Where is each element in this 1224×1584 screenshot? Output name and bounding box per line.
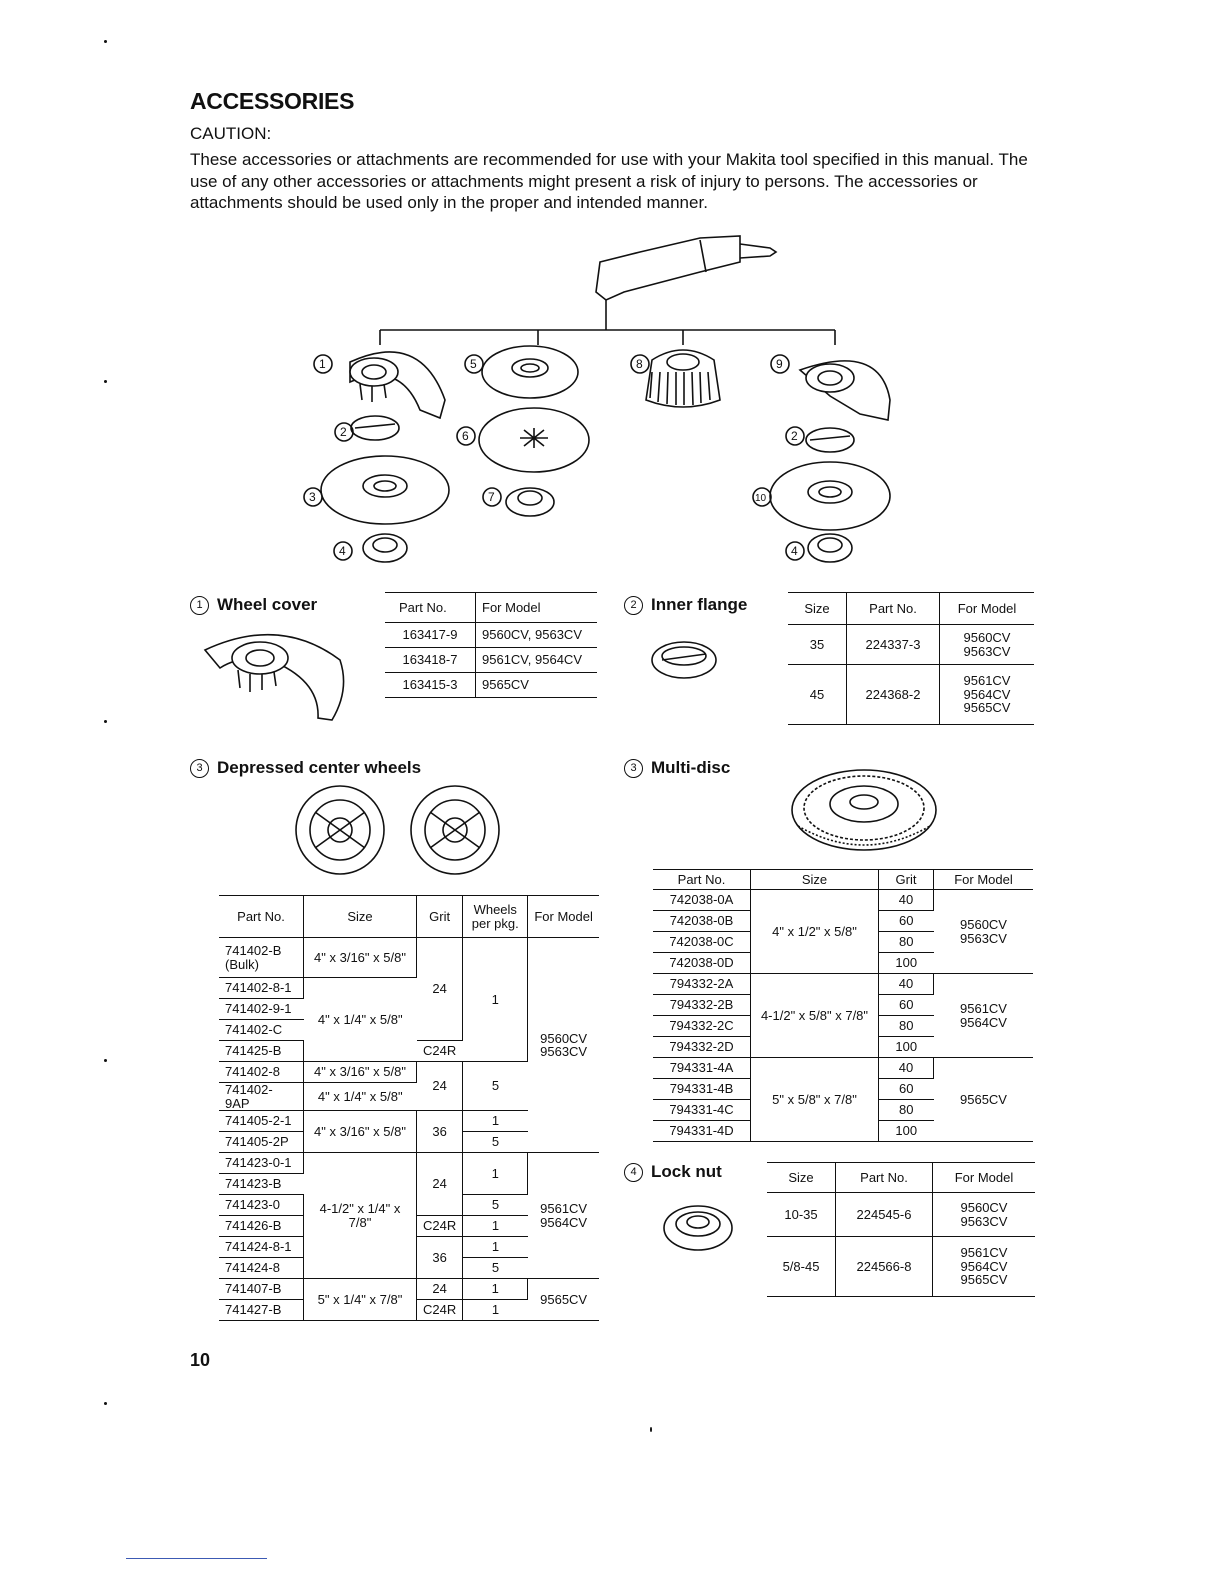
- callout-2b: 2: [791, 429, 798, 443]
- cell: 5" x 5/8" x 7/8": [751, 1058, 879, 1142]
- cell: 80: [879, 932, 934, 953]
- cell: 9561CV 9564CV 9565CV: [940, 665, 1035, 725]
- col-for-model: For Model: [934, 870, 1034, 890]
- cell: 24: [417, 1279, 463, 1300]
- col-part-no: Part No.: [653, 870, 751, 890]
- cell: 45: [788, 665, 847, 725]
- col-part-no: Part No.: [219, 896, 304, 938]
- table-row: [385, 623, 597, 648]
- cell: 9561CV 9564CV 9565CV: [933, 1237, 1036, 1297]
- cell: 5: [463, 1258, 528, 1279]
- cell: 741405-2-1: [219, 1111, 304, 1132]
- cell: 741405-2P: [219, 1132, 304, 1153]
- cell: 4" x 3/16" x 5/8": [304, 938, 417, 978]
- cell: 224368-2: [847, 665, 940, 725]
- col-size: Size: [767, 1163, 836, 1193]
- cell: 1: [463, 1153, 528, 1195]
- cell: 224566-8: [836, 1237, 933, 1297]
- depressed-wheel-icon: [296, 786, 384, 874]
- table-row: [788, 625, 1034, 665]
- cell: 742038-0C: [653, 932, 751, 953]
- cell: 1: [463, 1279, 528, 1300]
- cell: 4" x 1/4" x 5/8": [304, 978, 417, 1062]
- cell: 741402-B (Bulk): [219, 938, 304, 978]
- cell: 741402-8: [219, 1062, 304, 1083]
- col-part-no: Part No.: [385, 593, 476, 623]
- cell: 1: [463, 1216, 528, 1237]
- inner-flange-right-icon: [806, 428, 854, 452]
- grinder-illustration: [596, 236, 776, 320]
- cell: 163417-9: [385, 623, 476, 648]
- table-row: [385, 673, 597, 698]
- table-row: [385, 648, 597, 673]
- table-row: [653, 1058, 1033, 1079]
- section-title: Inner flange: [651, 595, 748, 614]
- callout-6: 6: [462, 429, 469, 443]
- cell: 163418-7: [385, 648, 476, 673]
- cell: 794332-2A: [653, 974, 751, 995]
- cell: 35: [788, 625, 847, 665]
- cell: 9561CV, 9564CV: [476, 648, 598, 673]
- cell: 742038-0D: [653, 953, 751, 974]
- callout-4b: 4: [791, 544, 798, 558]
- cell: 741426-B: [219, 1216, 304, 1237]
- section-title: Lock nut: [651, 1162, 722, 1181]
- margin-dot: [104, 380, 107, 383]
- multi-disc-heading: [624, 758, 730, 778]
- cell: 741407-B: [219, 1279, 304, 1300]
- inner-flange-table: [788, 592, 1034, 725]
- cell: 60: [879, 911, 934, 932]
- cell: 741402-C: [219, 1020, 304, 1041]
- cell: 40: [879, 890, 934, 911]
- cell: 741424-8-1: [219, 1237, 304, 1258]
- cell: 36: [417, 1237, 463, 1279]
- section-number: 2: [624, 596, 643, 615]
- lock-nut-heading: [624, 1162, 722, 1182]
- inner-flange-icon: [648, 636, 728, 686]
- cell: 4" x 3/16" x 5/8": [304, 1111, 417, 1153]
- cell: 5: [463, 1062, 528, 1111]
- cell: 100: [879, 1037, 934, 1058]
- callout-10: 10: [755, 493, 767, 504]
- table-row: [788, 665, 1034, 725]
- callout-7: 7: [488, 490, 495, 504]
- cell: 794331-4D: [653, 1121, 751, 1142]
- depressed-wheels-table: [219, 895, 599, 1321]
- cell: 9560CV 9563CV: [933, 1193, 1036, 1237]
- cell: 60: [879, 995, 934, 1016]
- col-grit: Grit: [417, 896, 463, 938]
- section-title: Wheel cover: [217, 595, 318, 614]
- callout-5: 5: [470, 357, 477, 371]
- wheel-cover-right-icon: [800, 361, 890, 420]
- cell: 741402-9-1: [219, 999, 304, 1020]
- cell: 741402-8-1: [219, 978, 304, 999]
- caution-label: CAUTION:: [190, 124, 272, 143]
- cell: 794332-2C: [653, 1016, 751, 1037]
- table-row: [767, 1237, 1035, 1297]
- cell: 9561CV 9564CV: [528, 1153, 599, 1279]
- lock-nut-icon: [660, 1200, 750, 1260]
- cell: 741423-0-1: [219, 1153, 304, 1174]
- cell: 9565CV: [476, 673, 598, 698]
- accessories-overview-diagram: [0, 0, 1224, 600]
- col-for-model: For Model: [933, 1163, 1036, 1193]
- cell: 9560CV 9563CV: [934, 890, 1034, 974]
- caution-text: These accessories or attachments are recommended for use with your Makita tool specified in this manual. The use of any other accessories or attachments might present a risk of injury to persons. The accessories or attachments should be used only in the proper and intended manner.: [190, 150, 1028, 212]
- wheel-cover-heading: [190, 595, 317, 615]
- cell: C24R: [417, 1041, 463, 1062]
- section-number: 3: [190, 759, 209, 778]
- connector-lines: [380, 320, 835, 345]
- wheel-cover-icon: [200, 620, 360, 720]
- cell: 741427-B: [219, 1300, 304, 1321]
- callout-9: 9: [776, 357, 783, 371]
- cell: 5" x 1/4" x 7/8": [304, 1279, 417, 1321]
- cell: 100: [879, 1121, 934, 1142]
- cell: 741423-0: [219, 1195, 304, 1216]
- footer-rule: [126, 1558, 267, 1559]
- cell: C24R: [417, 1300, 463, 1321]
- cell: 794331-4B: [653, 1079, 751, 1100]
- multi-disc-icon: [788, 764, 948, 864]
- pad-lock-nut-icon: [506, 488, 554, 516]
- cell: 24: [417, 1062, 463, 1111]
- section-number: 4: [624, 1163, 643, 1182]
- cell: 794332-2B: [653, 995, 751, 1016]
- table-row: [653, 974, 1033, 995]
- cell: 9565CV: [934, 1058, 1034, 1142]
- cell: 10-35: [767, 1193, 836, 1237]
- cell: 4" x 1/2" x 5/8": [751, 890, 879, 974]
- callout-8: 8: [636, 357, 643, 371]
- cell: 36: [417, 1111, 463, 1153]
- cell: 794332-2D: [653, 1037, 751, 1058]
- depressed-wheels-icons: [295, 782, 535, 882]
- cell: 5: [463, 1132, 528, 1153]
- cell: 5: [463, 1195, 528, 1216]
- cell: 24: [417, 1153, 463, 1216]
- page-title: ACCESSORIES: [190, 88, 355, 114]
- table-row: [219, 938, 599, 978]
- cell: 224545-6: [836, 1193, 933, 1237]
- margin-dot: [104, 720, 107, 723]
- col-size: Size: [304, 896, 417, 938]
- col-wheels-per-pkg: Wheels per pkg.: [463, 896, 528, 938]
- table-row: [219, 1279, 599, 1300]
- col-grit: Grit: [879, 870, 934, 890]
- sanding-disc-icon: [479, 408, 589, 472]
- cell: 40: [879, 974, 934, 995]
- cell: C24R: [417, 1216, 463, 1237]
- cell: 1: [463, 1300, 528, 1321]
- cell: 4" x 1/4" x 5/8": [304, 1083, 417, 1111]
- cell: 60: [879, 1079, 934, 1100]
- cell: 9561CV 9564CV: [934, 974, 1034, 1058]
- lock-nut-table: [767, 1162, 1035, 1297]
- wire-cup-brush-icon: [646, 350, 720, 407]
- cell: 794331-4A: [653, 1058, 751, 1079]
- section-title: Multi-disc: [651, 758, 731, 777]
- callout-1: 1: [319, 357, 326, 371]
- depressed-wheels-heading: [190, 758, 421, 778]
- depressed-wheel-left-icon: [321, 456, 449, 524]
- cell: 794331-4C: [653, 1100, 751, 1121]
- cell: 4" x 3/16" x 5/8": [304, 1062, 417, 1083]
- cell: 163415-3: [385, 673, 476, 698]
- cell: 80: [879, 1100, 934, 1121]
- cell: 9565CV: [528, 1279, 599, 1321]
- cell: 742038-0A: [653, 890, 751, 911]
- table-row: [767, 1193, 1035, 1237]
- col-for-model: For Model: [528, 896, 599, 938]
- cell: 741424-8: [219, 1258, 304, 1279]
- cell: 100: [879, 953, 934, 974]
- margin-dot: [650, 1427, 652, 1432]
- wheel-cover-left-icon: [350, 352, 445, 418]
- col-part-no: Part No.: [836, 1163, 933, 1193]
- col-size: Size: [788, 593, 847, 625]
- flap-disc-icon: [482, 346, 578, 398]
- cell: 9560CV, 9563CV: [476, 623, 598, 648]
- cell: 4-1/2" x 1/4" x 7/8": [304, 1153, 417, 1279]
- col-for-model: For Model: [476, 593, 598, 623]
- depressed-wheel-icon: [411, 786, 499, 874]
- inner-flange-heading: [624, 595, 747, 615]
- table-row: [653, 890, 1033, 911]
- section-number: 3: [624, 759, 643, 778]
- margin-dot: [104, 1059, 107, 1062]
- cell: 741402-9AP: [219, 1083, 304, 1111]
- col-size: Size: [751, 870, 879, 890]
- callout-3: 3: [309, 490, 316, 504]
- callout-4a: 4: [339, 544, 346, 558]
- cell: 1: [463, 1237, 528, 1258]
- wheel-cover-table: [385, 592, 597, 698]
- col-for-model: For Model: [940, 593, 1035, 625]
- cell: 40: [879, 1058, 934, 1079]
- cell: 1: [463, 938, 528, 1062]
- lock-nut-left-icon: [363, 534, 407, 562]
- cell: 9560CV 9563CV: [528, 938, 599, 1153]
- margin-dot: [104, 40, 107, 43]
- cell: 741425-B: [219, 1041, 304, 1062]
- page-number: 10: [190, 1350, 211, 1370]
- table-row: [219, 1153, 599, 1174]
- cell: 1: [463, 1111, 528, 1132]
- cell: 224337-3: [847, 625, 940, 665]
- depressed-wheel-right-icon: [770, 462, 890, 530]
- lock-nut-right-icon: [808, 534, 852, 562]
- cell: 741423-B: [219, 1174, 304, 1195]
- callout-2a: 2: [340, 425, 347, 439]
- cell: 9560CV 9563CV: [940, 625, 1035, 665]
- multi-disc-table: [653, 869, 1033, 1142]
- margin-dot: [104, 1402, 107, 1405]
- cell: 80: [879, 1016, 934, 1037]
- section-number: 1: [190, 596, 209, 615]
- cell: 24: [417, 938, 463, 1041]
- cell: 4-1/2" x 5/8" x 7/8": [751, 974, 879, 1058]
- cell: 5/8-45: [767, 1237, 836, 1297]
- inner-flange-left-icon: [351, 416, 399, 440]
- cell: 742038-0B: [653, 911, 751, 932]
- section-title: Depressed center wheels: [217, 758, 422, 777]
- col-part-no: Part No.: [847, 593, 940, 625]
